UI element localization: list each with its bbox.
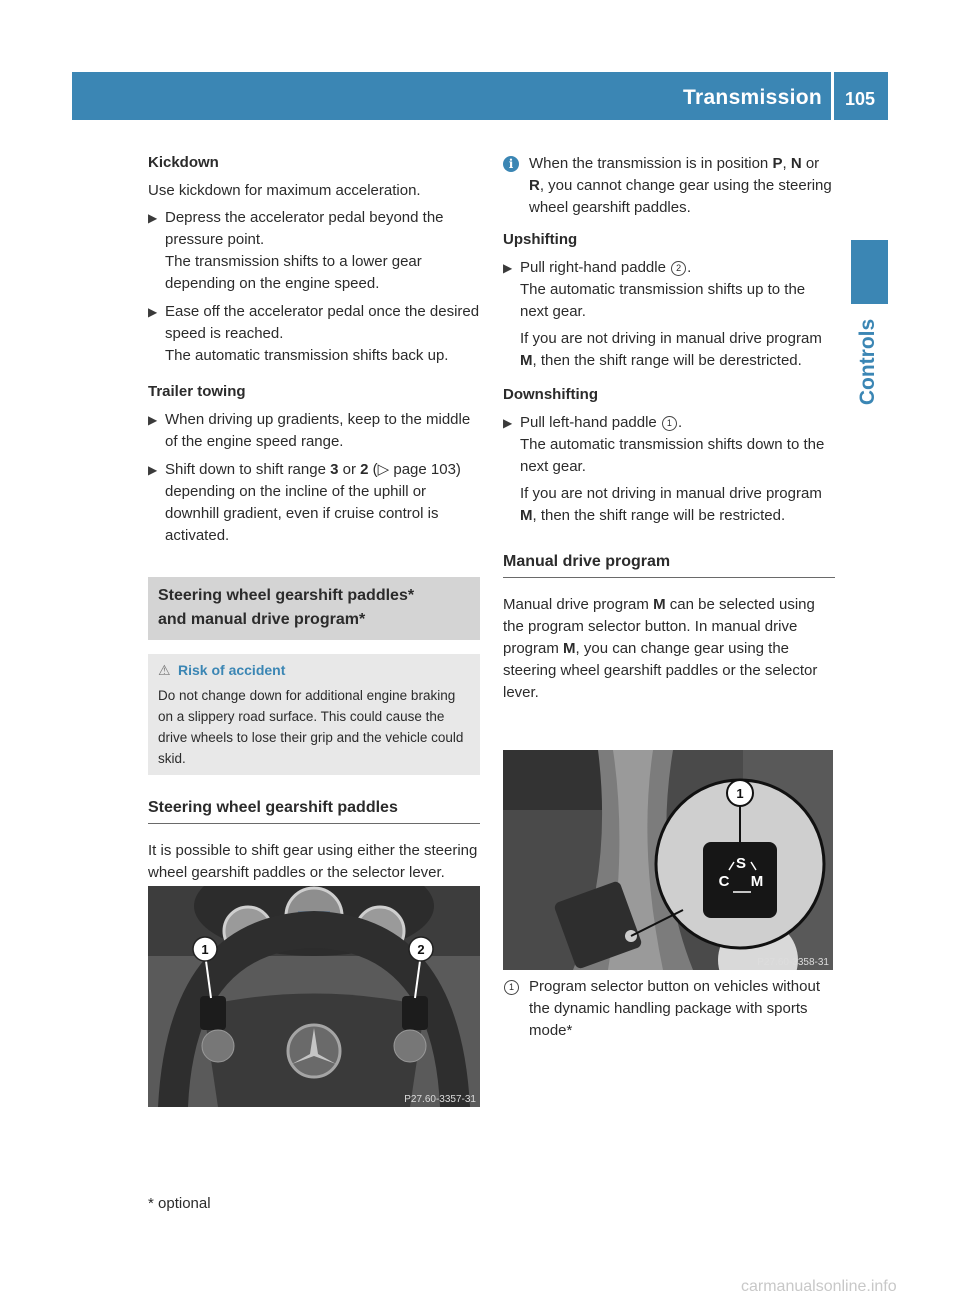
selector-button-photo [503, 750, 833, 970]
photo-code: P27.60-3358-31 [757, 957, 829, 968]
warning-box [148, 654, 480, 775]
warning-text: Do not change down for additional engine braking on a slippery road surface. This could cause the drive wheels to lose their grip and the vehicle could skid. [158, 688, 464, 766]
trailer-step-2 [148, 459, 480, 547]
callout-1: 1 [201, 942, 209, 957]
downshifting-heading: Downshifting [503, 386, 598, 403]
callout-ref: 2 [671, 261, 686, 276]
page-number: 105 [845, 89, 876, 109]
trailer-heading: Trailer towing [148, 383, 246, 400]
warning-triangle-icon: ⚠ [158, 662, 171, 678]
photo-code: P27.60-3357-31 [404, 1094, 476, 1105]
info-note: i When the transmission is in position P, N or R, you cannot change gear using the steering wheel gearshift paddles. [503, 153, 835, 219]
step-text: Depress the accelerator pedal beyond the pressure point. [165, 209, 444, 248]
manual-program-heading: Manual drive program [503, 551, 835, 578]
header-divider [831, 72, 834, 120]
left-column [148, 152, 480, 889]
caption-text: Program selector button on vehicles without the dynamic handling package with sports mode* [529, 978, 820, 1039]
button-label-c: C [718, 873, 730, 890]
step-result: The automatic transmission shifts down to the next gear. [520, 436, 825, 475]
steering-wheel-photo [148, 886, 480, 1107]
step-text: When driving up gradients, keep to the middle of the engine speed range. [165, 411, 471, 450]
callout-ref: 1 [662, 416, 677, 431]
step-arrow-icon: ▶ [148, 211, 158, 225]
photo-caption [503, 976, 835, 1047]
step-arrow-icon: ▶ [148, 413, 158, 427]
right-column [503, 153, 835, 709]
step-arrow-icon: ▶ [148, 463, 158, 477]
warning-title: Risk of accident [178, 662, 286, 678]
downshifting-step: ▶ Pull left-hand paddle 1 . The automatic transmission shifts down to the next gear. If you are not driving in manual drive program M, then the shift range will be restricted. [503, 412, 835, 527]
callout-ref: 1 [504, 980, 519, 995]
kickdown-heading: Kickdown [148, 154, 219, 171]
side-tab [851, 240, 888, 304]
callout-2: 2 [417, 942, 425, 957]
step-result: The automatic transmission shifts back up. [165, 347, 449, 364]
button-label-m: M [750, 873, 764, 890]
button-label-s: S [735, 855, 747, 872]
step-arrow-icon: ▶ [148, 305, 158, 319]
manual-program-text: Manual drive program M can be selected using the program selector button. In manual drive program M, you can change gear using the steering wheel gearshift paddles or the selector lever. [503, 596, 818, 701]
section-label: Controls [856, 318, 879, 406]
callout-1: 1 [736, 786, 744, 801]
page-title: Transmission [683, 86, 822, 109]
section-banner: Steering wheel gearshift paddles* and manual drive program* [148, 577, 480, 640]
upshifting-heading: Upshifting [503, 231, 578, 248]
upshifting-step: ▶ Pull right-hand paddle 2 . The automatic transmission shifts up to the next gear. If you are not driving in manual drive program M, then the shift range will be derestricted. [503, 257, 835, 372]
step-result: The transmission shifts to a lower gear depending on the engine speed. [165, 253, 422, 292]
step-text: Shift down to shift range 3 or 2 (▷ page 103) depending on the incline of the uphill or downhill gradient, even if cruise control is activated. [165, 461, 461, 544]
step-result: The automatic transmission shifts up to the next gear. [520, 281, 806, 320]
step-text: Ease off the accelerator pedal once the desired speed is reached. [165, 303, 480, 342]
page-link[interactable]: (▷ page 103) depending on the incline of the uphill or downhill gradient, even if cruise control is activated. [165, 461, 461, 544]
step-arrow-icon: ▶ [503, 416, 513, 430]
info-icon: i [503, 156, 519, 172]
step-arrow-icon: ▶ [503, 261, 513, 275]
kickdown-intro: Use kickdown for maximum acceleration. [148, 182, 421, 199]
paddles-heading: Steering wheel gearshift paddles [148, 797, 480, 824]
trailer-step-1 [148, 409, 480, 453]
paddles-text: It is possible to shift gear using either the steering wheel gearshift paddles or the selector lever. [148, 842, 478, 881]
kickdown-step-1 [148, 207, 480, 295]
footnote: * optional [148, 1195, 211, 1212]
kickdown-step-2 [148, 301, 480, 367]
watermark: carmanualsonline.info [741, 1278, 897, 1295]
